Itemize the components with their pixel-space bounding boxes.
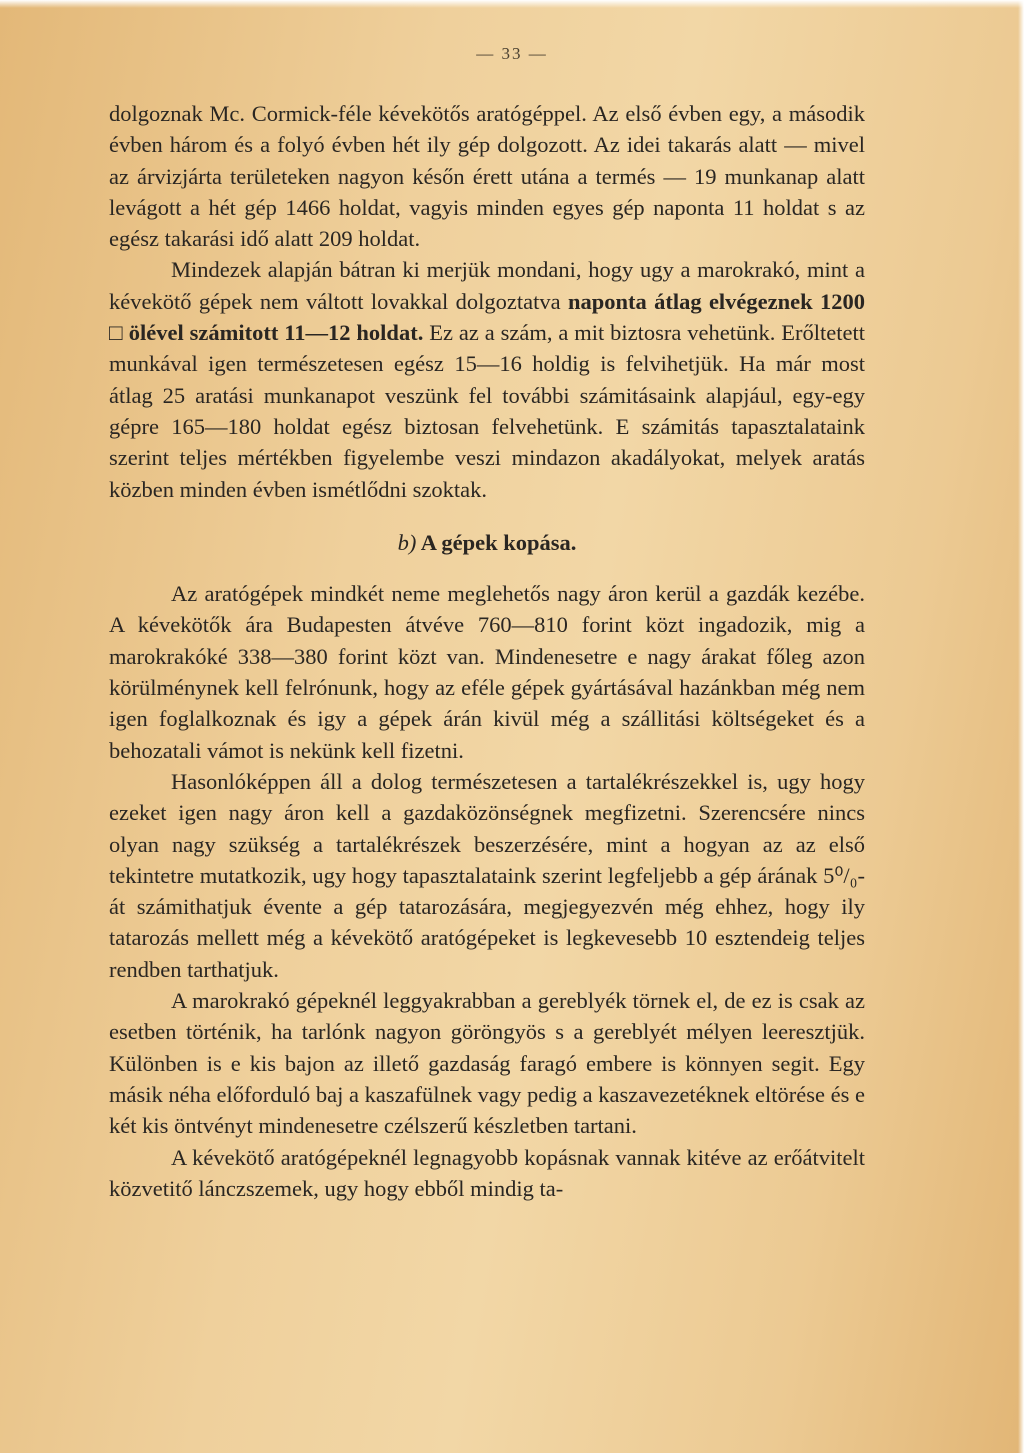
conclusion-rest: Ez az a szám, a mit biztosra vehetünk. Erőltetett munkával igen természetesen egész 15—16 holdig is felvihetjük. Ha már most átlag 25 aratási munkanapot veszünk fel további számitásaink alapjául, egy-egy gépre 165—180 holdat egész biztosan felvehetünk. E számitás tapasztalataink szerint teljes mértékben figyelembe veszi mindazon akadályokat, melyek aratás közben minden évben ismétlődni szoktak. [109, 320, 866, 502]
paragraph-rake-damage: A marokrakó gépeknél leggyakrabban a gereblyék törnek el, de ez is csak az esetben történik, ha tarlónk nagyon göröngyös s a gereblyét mélyen leeresztjük. Különben is e kis bajon az illető gazdaság faragó embere is könnyen segit. Egy másik néha előforduló baj a kaszafülnek vagy pedig a kaszavezetéknek eltörése és e két kis öntvényt mindenesetre czélszerű készletben tartani. [109, 988, 865, 1139]
scan-edge-top [0, 0, 1024, 8]
conclusion-intro: Mindezek alapján bátran ki merjük mondani, hogy ugy a marokrakó, mint a kévekötő gépek nem váltott lovakkal dolgoztatva [109, 257, 865, 314]
section-heading-number: b) [397, 529, 417, 555]
section-heading-title: A gépek kopása. [420, 529, 577, 555]
paragraph-spare-parts: Hasonlóképpen áll a dolog természetesen a tartalékrészekkel is, ugy hogy ezeket igen nagy áron kell a gazdaközönségnek megfizetni. Szerencsére nincs olyan nagy szükség a tartalékrészek beszerzésére, mint a hogyan az az első tekintetre mutatkozik, ugy hogy tapasztalataink szerint legfeljebb a gép árának 5⁰/₀-át számithatjuk évente a gép tatarozására, megjegyezvén még ehhez, hogy ily tatarozás mellett még a kévekötő aratógépeket is legkevesebb 10 esztendeig teljes rendben tarthatjuk. [109, 768, 865, 982]
section-heading [109, 527, 865, 558]
paragraph-prices: Az aratógépek mindkét neme meglehetős nagy áron kerül a gazdák kezébe. A kévekötők ára Budapesten átvéve 760—810 forint közt ingadozik, mig a marokrakóké 338—380 forint közt van. Mindenesetre e nagy árakat főleg azon körülménynek kell felrónunk, hogy az eféle gépek gyártásával hazánkban még nem igen foglalkoznak és igy a gépek árán kivül még a szállitási költségeket és a behozatali vámot is nekünk kell fizetni. [109, 581, 865, 763]
paragraph-conclusion [109, 254, 865, 504]
body-text [109, 98, 865, 1204]
paragraph-chain-wear: A kévekötő aratógépeknél legnagyobb kopásnak vannak kitéve az erőátvitelt közvetitő lánczszemek, ugy hogy ebből mindig ta- [109, 1144, 865, 1201]
scan-edge-right [1018, 0, 1024, 1453]
paragraph-continuation: dolgoznak Mc. Cormick-féle kévekötős aratógéppel. Az első évben egy, a második évben három és a folyó évben hét ily gép dolgozott. Az idei takarás alatt — mivel az árvizjárta területeken nagyon későn érett utána a termés — 19 munkanap alatt levágott a hét gép 1466 holdat, vagyis minden egyes gép naponta 11 holdat s az egész takarási idő alatt 209 holdat. [109, 101, 865, 252]
conclusion-emphasis: naponta átlag elvégeznek 1200 □ ölével számitott 11—12 holdat. [109, 288, 865, 346]
page-number: — 33 — [476, 44, 548, 63]
